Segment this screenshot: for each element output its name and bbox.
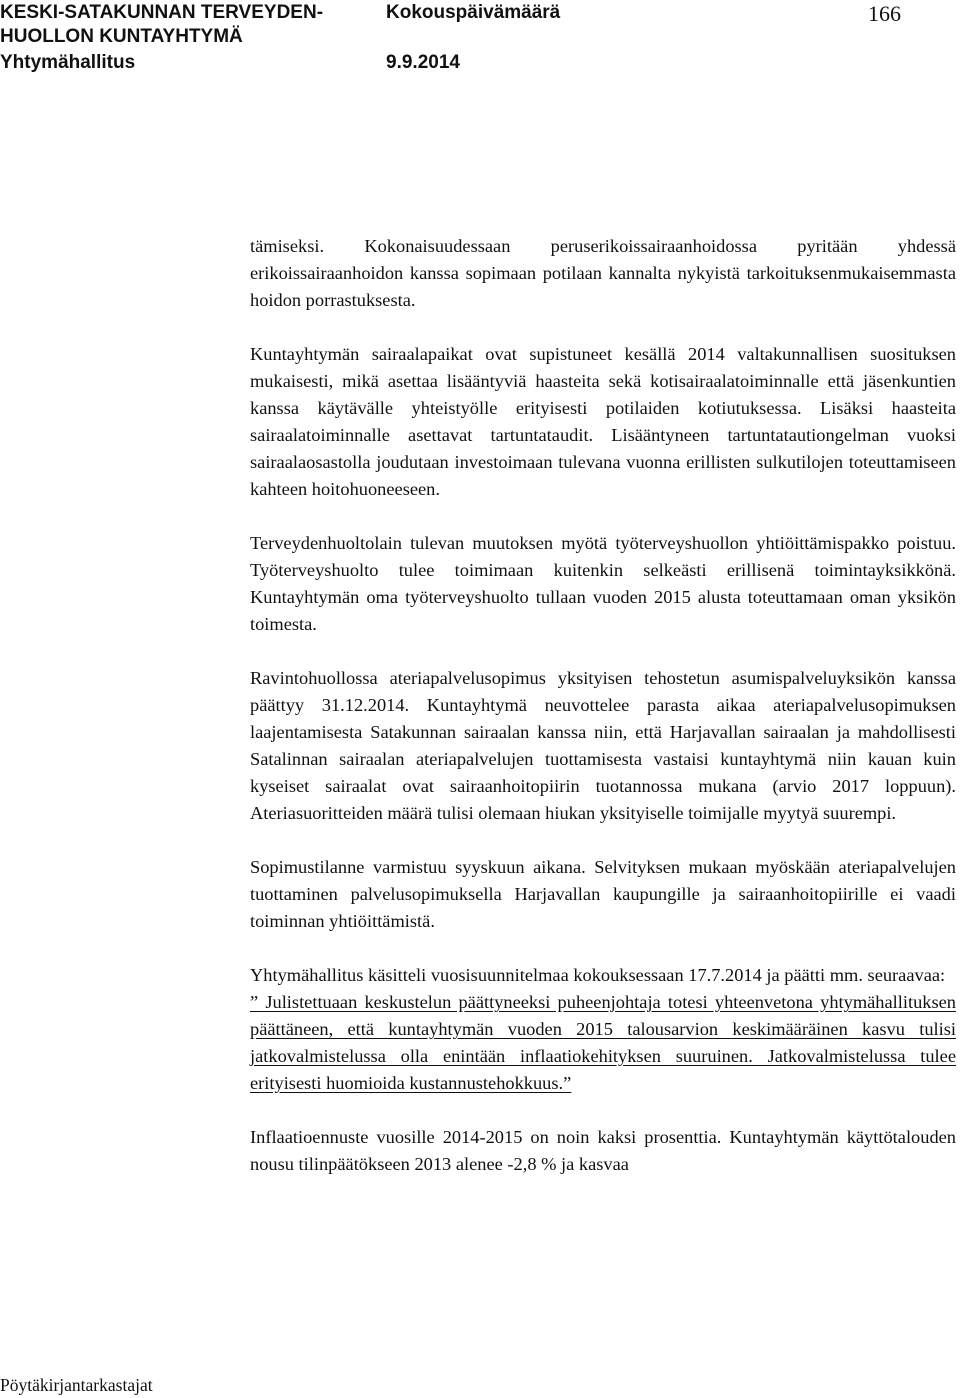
organization-body: Yhtymähallitus: [0, 52, 136, 73]
paragraph-ravintohuolto: Ravintohuollossa ateriapalvelusopimus yksityisen tehostetun asumispalveluyksikön kanssa päättyy 31.12.2014. Kuntayhtymä neuvottelee parasta aikaa ateriapalvelusopimuksen laajentamisesta Satakunnan sairaalan kanssa niin, että Harjavallan sairaalan ja mahdollisesti Satalinnan sairaalan ateriapalvelujen tuottamisesta vastaisi kuntayhtymä niin kauan kuin kyseiset sairaalat ovat sairaanhoitopiirin tuotannossa mukana (arvio 2017 loppuun). Ateriasuoritteiden määrä tulisi olemaan hiukan yksityiselle toimijalle myytyä suurempi.: [250, 668, 956, 823]
paragraph-inflaatioennuste: Inflaatioennuste vuosille 2014-2015 on noin kaksi prosenttia. Kuntayhtymän käyttötalouden nousu tilinpäätökseen 2013 alenee -2,8 % ja kasvaa: [250, 1127, 956, 1174]
paragraph-vuosisuunnitelma: Yhtymähallitus käsitteli vuosisuunnitelmaa kokouksessaan 17.7.2014 ja päätti mm. seuraavaa:: [250, 965, 946, 985]
paragraph-hoidon-porrastus: tämiseksi. Kokonaisuudessaan peruserikoissairaanhoidossa pyritään yhdessä erikoissairaanhoidon kanssa sopimaan potilaan kannalta nykyistä tarkoituksenmukaisemmasta hoidon porrastuksesta.: [250, 236, 956, 310]
meeting-date-label: Kokouspäivämäärä: [386, 2, 561, 23]
paragraph-tyoterveyshuolto: Terveydenhuoltolain tulevan muutoksen myötä työterveyshuollon yhtiöittämispakko poistuu. Työterveyshuolto tulee toimimaan kuitenkin selkeästi erillisenä toimintayksikkönä. Kuntayhtymän oma työterveyshuolto tullaan vuoden 2015 alusta toteuttamaan oman yksikön toimesta.: [250, 533, 956, 634]
document-header: [0, 0, 960, 82]
paragraph-sairaalapaikat: Kuntayhtymän sairaalapaikat ovat supistuneet kesällä 2014 valtakunnallisen suosituksen mukaisesti, mikä asettaa lisääntyviä haasteita sekä kotisairaalatoiminnalle että jäsenkuntien kanssa käytävälle yhteistyölle erityisesti potilaiden kotiutuksessa. Lisäksi haasteita sairaalatoiminnalle asettavat tartuntataudit. Lisääntyneen tartuntatautiongelman vuoksi sairaalaosastolla joudutaan investoimaan tulevana vuonna erillisten sulkutilojen toteuttamiseen kahteen hoitohuoneeseen.: [250, 344, 956, 499]
document-body: [250, 233, 956, 1205]
organization-name-line2: HUOLLON KUNTAYHTYMÄ: [0, 26, 243, 47]
organization-name-line1: KESKI-SATAKUNNAN TERVEYDEN-: [0, 2, 324, 23]
paragraph-sopimustilanne: Sopimustilanne varmistuu syyskuun aikana. Selvityksen mukaan myöskään ateriapalvelujen tuottaminen palvelusopimuksella Harjavallan kaupungille ja sairaanhoitopiirille ei vaadi toiminnan yhtiöittämistä.: [250, 857, 956, 931]
page-number: 166: [868, 1, 901, 26]
quoted-decision: ” Julistettuaan keskustelun päättyneeksi puheenjohtaja totesi yhteenvetona yhtymähallituksen päättäneen, että kuntayhtymän vuoden 2015 talousarvion keskimääräinen kasvu tulisi jatkovalmistelussa olla enintään inflaatiokehityksen suuruinen. Jatkovalmistelussa tulee erityisesti huomioida kustannustehokkuus.”: [250, 992, 956, 1093]
footer-label: Pöytäkirjantarkastajat: [0, 1375, 153, 1395]
meeting-date-value: 9.9.2014: [386, 52, 460, 73]
